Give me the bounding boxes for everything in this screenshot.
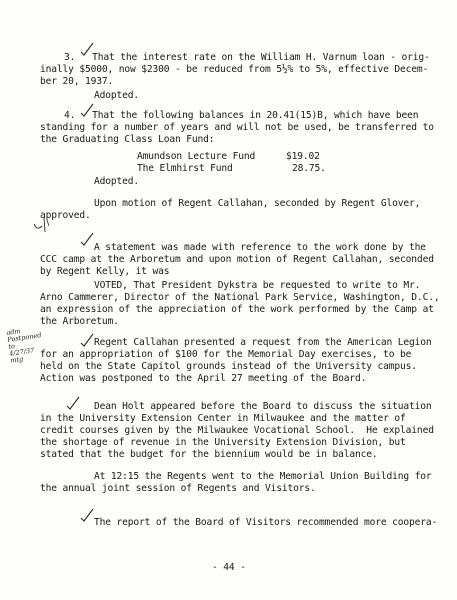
legion-line4: Action was postponed to the April 27 meeting of the Board. bbox=[40, 373, 367, 384]
motion-line1: Upon motion of Regent Callahan, seconded by Regent Glover, bbox=[94, 198, 421, 209]
arboretum-line7: the Arboretum. bbox=[40, 316, 119, 327]
margin-note-postponed: adm Postponed to 4/27/37 mtg bbox=[5, 327, 42, 365]
check-mark-icon bbox=[80, 232, 94, 246]
check-mark-icon bbox=[80, 333, 94, 347]
extension-line2: in the University Extension Center in Milwaukee and the matter of bbox=[40, 413, 406, 424]
fund-name: Amundson Lecture Fund bbox=[137, 151, 256, 162]
joint-session-line1: At 12:15 the Regents went to the Memorial Union Building for bbox=[94, 471, 432, 482]
item3-adopted: Adopted. bbox=[94, 90, 140, 101]
legion-line3: held on the State Capitol grounds instead of the University campus. bbox=[40, 361, 417, 372]
fund-name: The Elmhirst Fund bbox=[137, 163, 233, 174]
check-mark-icon bbox=[80, 508, 94, 522]
item3-line2: inally $5000, now $2300 - be reduced from 5½% to 5%, effective Decem- bbox=[40, 64, 429, 75]
legion-line1: Regent Callahan presented a request from the American Legion bbox=[94, 337, 432, 348]
extension-line1: Dean Holt appeared before the Board to discuss the situation bbox=[94, 401, 432, 412]
legion-line2: for an appropriation of $100 for the Memorial Day exercises, to be bbox=[40, 349, 412, 360]
extension-line4: the shortage of revenue in the University Extension Division, but bbox=[40, 437, 406, 448]
arboretum-line4: VOTED, That President Dykstra be requested to write to Mr. bbox=[94, 280, 421, 291]
joint-session-line2: the annual joint session of Regents and Visitors. bbox=[40, 483, 316, 494]
extension-line3: credit courses given by the Milwaukee Vocational School. He explained bbox=[40, 425, 434, 436]
visitors-line1: The report of the Board of Visitors recommended more coopera- bbox=[94, 517, 438, 528]
item4-line1: 4. That the following balances in 20.41(15)B, which have been bbox=[64, 110, 419, 121]
margin-scribble-icon bbox=[30, 212, 56, 238]
extension-line5: stated that the budget for the biennium would be in balance. bbox=[40, 449, 378, 460]
fund-amount: 28.75. bbox=[292, 163, 326, 174]
arboretum-line6: an expression of the appreciation of the work performed by the Camp at bbox=[40, 304, 434, 315]
arboretum-line1: A statement was made with reference to the work done by the bbox=[94, 242, 426, 253]
item3-line1: 3. That the interest rate on the William H. Varnum loan - orig- bbox=[64, 52, 430, 63]
item4-line2: standing for a number of years and will not be used, be transferred to bbox=[40, 122, 434, 133]
item4-line3: the Graduating Class Loan Fund: bbox=[40, 134, 215, 145]
arboretum-line3: by Regent Kelly, it was bbox=[40, 266, 170, 277]
motion-line2: approved. bbox=[40, 210, 91, 221]
page-number: - 44 - bbox=[212, 562, 246, 573]
arboretum-line5: Arno Cammerer, Director of the National Park Service, Washington, D.C., bbox=[40, 292, 440, 303]
check-mark-icon bbox=[66, 396, 80, 410]
fund-amount: $19.02 bbox=[286, 151, 320, 162]
item4-adopted: Adopted. bbox=[94, 176, 140, 187]
item3-line3: ber 20, 1937. bbox=[40, 76, 114, 87]
arboretum-line2: CCC camp at the Arboretum and upon motion of Regent Callahan, seconded bbox=[40, 254, 434, 265]
